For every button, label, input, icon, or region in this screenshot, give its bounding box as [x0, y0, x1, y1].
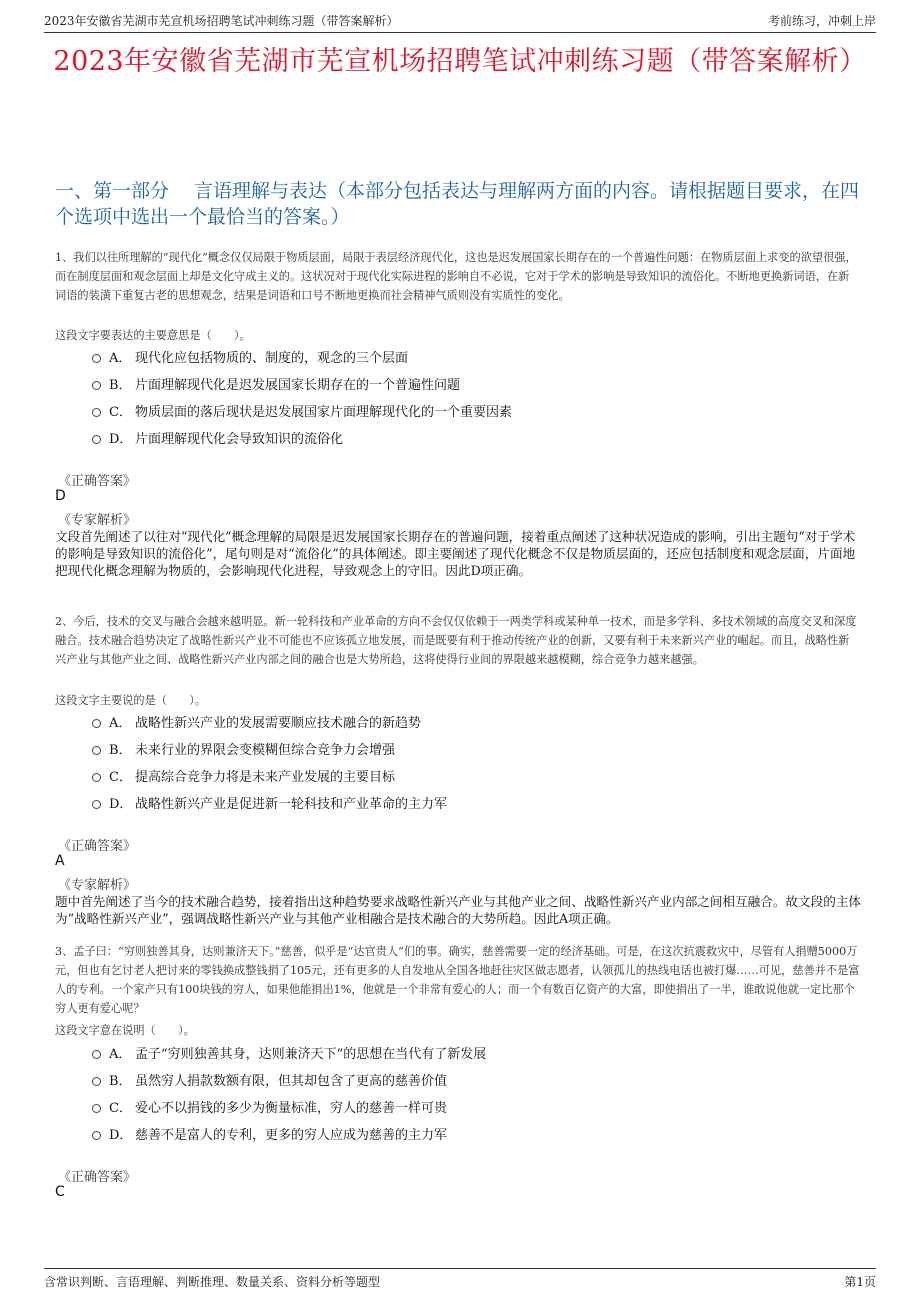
question-3-option-d[interactable] [92, 1122, 447, 1144]
radio-icon[interactable] [92, 746, 101, 755]
question-3-option-a[interactable] [92, 1041, 486, 1063]
radio-icon[interactable] [92, 800, 101, 809]
option-letter: B． [109, 742, 132, 758]
option-text: 虽然穷人捐款数额有限，但其却包含了更高的慈善价值 [135, 1073, 448, 1089]
question-2-answer: A [55, 853, 65, 869]
question-1-explanation: 文段首先阐述了以往对“现代化”概念理解的局限是迟发展国家长期存在的普遍问题，接着重点阐述了这种状况造成的影响，引出主题句“对于学术的影响是导致知识的流俗化”，尾句则是对“流俗化”的具体阐述。即主要阐述了现代化概念不仅是物质层面的，还应包括制度和观念层面，片面地把现代化概念理解为物质的，会影响现代化进程，导致观念上的守旧。因此D项正确。 [55, 529, 856, 578]
option-text: 战略性新兴产业是促进新一轮科技和产业革命的主力军 [135, 796, 448, 812]
question-3-answer-label: 《正确答案》 [58, 1170, 137, 1185]
question-1-answer: D [55, 488, 66, 504]
page-number: 第1页 [844, 1275, 876, 1289]
question-1-option-d[interactable] [92, 426, 343, 448]
radio-icon[interactable] [92, 354, 101, 363]
radio-icon[interactable] [92, 773, 101, 782]
option-text: 提高综合竞争力将是未来产业发展的主要目标 [135, 769, 396, 785]
question-1-prompt: 这段文字要表达的主要意思是（ ）。 [55, 329, 251, 342]
question-2-option-d[interactable] [92, 791, 447, 813]
question-3-answer: C [55, 1184, 65, 1200]
question-1-explanation-label: 《专家解析》 [58, 513, 137, 528]
option-letter: B． [109, 1073, 132, 1089]
question-2-explanation: 题中首先阐述了当今的技术融合趋势，接着指出这种趋势要求战略性新兴产业与其他产业之间、战略性新兴产业内部之间相互融合。故文段的主体为“战略性新兴产业”，强调战略性新兴产业与其他产业相融合是技术融合的大势所趋。因此A项正确。 [55, 894, 861, 926]
question-2-answer-label: 《正确答案》 [58, 839, 137, 854]
option-text: 片面理解现代化是迟发展国家长期存在的一个普遍性问题 [135, 377, 461, 393]
page-footer [44, 1268, 876, 1291]
option-text: 片面理解现代化会导致知识的流俗化 [135, 431, 344, 447]
question-1-answer-label: 《正确答案》 [58, 474, 137, 489]
radio-icon[interactable] [92, 435, 101, 444]
option-text: 物质层面的落后现状是迟发展国家片面理解现代化的一个重要因素 [135, 404, 513, 420]
header-slogan: 考前练习，冲刺上岸 [767, 14, 876, 28]
section-heading: 一、第一部分 言语理解与表达（本部分包括表达与理解两方面的内容。请根据题目要求，在四个选项中选出一个最恰当的答案。） [55, 180, 860, 228]
option-text: 爱心不以捐钱的多少为衡量标准，穷人的慈善一样可贵 [135, 1100, 448, 1116]
radio-icon[interactable] [92, 1104, 101, 1113]
radio-icon[interactable] [92, 719, 101, 728]
option-letter: C． [109, 1100, 132, 1116]
document-title: 2023年安徽省芜湖市芜宣机场招聘笔试冲刺练习题（带答案解析） [53, 46, 867, 77]
radio-icon[interactable] [92, 381, 101, 390]
question-1-option-c[interactable] [92, 399, 512, 421]
question-1-option-a[interactable] [92, 345, 408, 367]
option-letter: C． [109, 769, 132, 785]
question-1-stem: 1、我们以往所理解的“现代化”概念仅仅局限于物质层面，局限于表层经济现代化，这也是迟发展国家长期存在的一个普遍性问题：在物质层面上求变的欲望很强，而在制度层面和观念层面上却是文化守成主义的。这状况对于现代化实际进程的影响自不必说，它对于学术的影响是导致知识的流俗化。不断地更换新词语，在新词语的装潢下重复古老的思想观念，结果是词语和口号不断地更换而社会精神气质则没有实质性的变化。 [55, 251, 857, 302]
question-3-option-b[interactable] [92, 1068, 447, 1090]
question-3-stem: 3、孟子曰：“穷则独善其身，达则兼济天下。”慈善，似乎是“达官贵人”们的事。确实，慈善需要一定的经济基础。可是，在这次抗震救灾中，尽管有人捐赠5000万元，但也有乞讨老人把讨来的零钱换成整钱捐了105元，还有更多的人自发地从全国各地赶往灾区做志愿者，认领孤儿的热线电话也被打爆……可见，慈善并不是富人的专利。一个家产只有100块钱的穷人，如果他能捐出1%，他就是一个非常有爱心的人；而一个有数百亿资产的大富，即使捐出了一半，谁敢说他就一定比那个穷人更有爱心呢？ [55, 945, 860, 1015]
option-text: 慈善不是富人的专利，更多的穷人应成为慈善的主力军 [135, 1127, 448, 1143]
option-letter: A． [109, 1046, 132, 1062]
question-1-option-b[interactable] [92, 372, 460, 394]
option-letter: A． [109, 350, 132, 366]
option-letter: C． [109, 404, 132, 420]
page-header [44, 8, 876, 33]
option-letter: B． [109, 377, 132, 393]
question-3-option-c[interactable] [92, 1095, 447, 1117]
option-letter: A． [109, 715, 132, 731]
question-2-option-b[interactable] [92, 737, 395, 759]
option-text: 孟子“穷则独善其身，达则兼济天下”的思想在当代有了新发展 [135, 1046, 487, 1062]
footer-description: 含常识判断、言语理解、判断推理、数量关系、资料分析等题型 [44, 1275, 381, 1289]
question-2-stem: 2、今后，技术的交叉与融合会越来越明显。新一轮科技和产业革命的方向不会仅仅依赖于一两类学科或某种单一技术，而是多学科、多技术领域的高度交叉和深度融合。技术融合趋势决定了战略性新兴产业不可能也不应该孤立地发展，而是既要有利于推动传统产业的创新，又要有利于未来新兴产业的崛起。而且，战略性新兴产业与其他产业之间、战略性新兴产业内部之间的融合也是大势所趋，这将使得行业间的界限越来越模糊，综合竞争力越来越强。 [55, 615, 857, 666]
option-letter: D． [109, 1127, 133, 1143]
radio-icon[interactable] [92, 1077, 101, 1086]
question-2-option-a[interactable] [92, 710, 421, 732]
question-2-explanation-label: 《专家解析》 [58, 878, 137, 893]
question-2-option-c[interactable] [92, 764, 395, 786]
header-doc-title: 2023年安徽省芜湖市芜宣机场招聘笔试冲刺练习题（带答案解析） [44, 14, 399, 28]
radio-icon[interactable] [92, 1131, 101, 1140]
radio-icon[interactable] [92, 1050, 101, 1059]
option-text: 战略性新兴产业的发展需要顺应技术融合的新趋势 [135, 715, 422, 731]
question-3-prompt: 这段文字意在说明（ ）。 [55, 1024, 195, 1037]
option-letter: D． [109, 431, 133, 447]
option-text: 现代化应包括物质的、制度的，观念的三个层面 [135, 350, 409, 366]
question-2-prompt: 这段文字主要说的是（ ）。 [55, 694, 207, 707]
option-letter: D． [109, 796, 133, 812]
option-text: 未来行业的界限会变模糊但综合竞争力会增强 [135, 742, 396, 758]
radio-icon[interactable] [92, 408, 101, 417]
